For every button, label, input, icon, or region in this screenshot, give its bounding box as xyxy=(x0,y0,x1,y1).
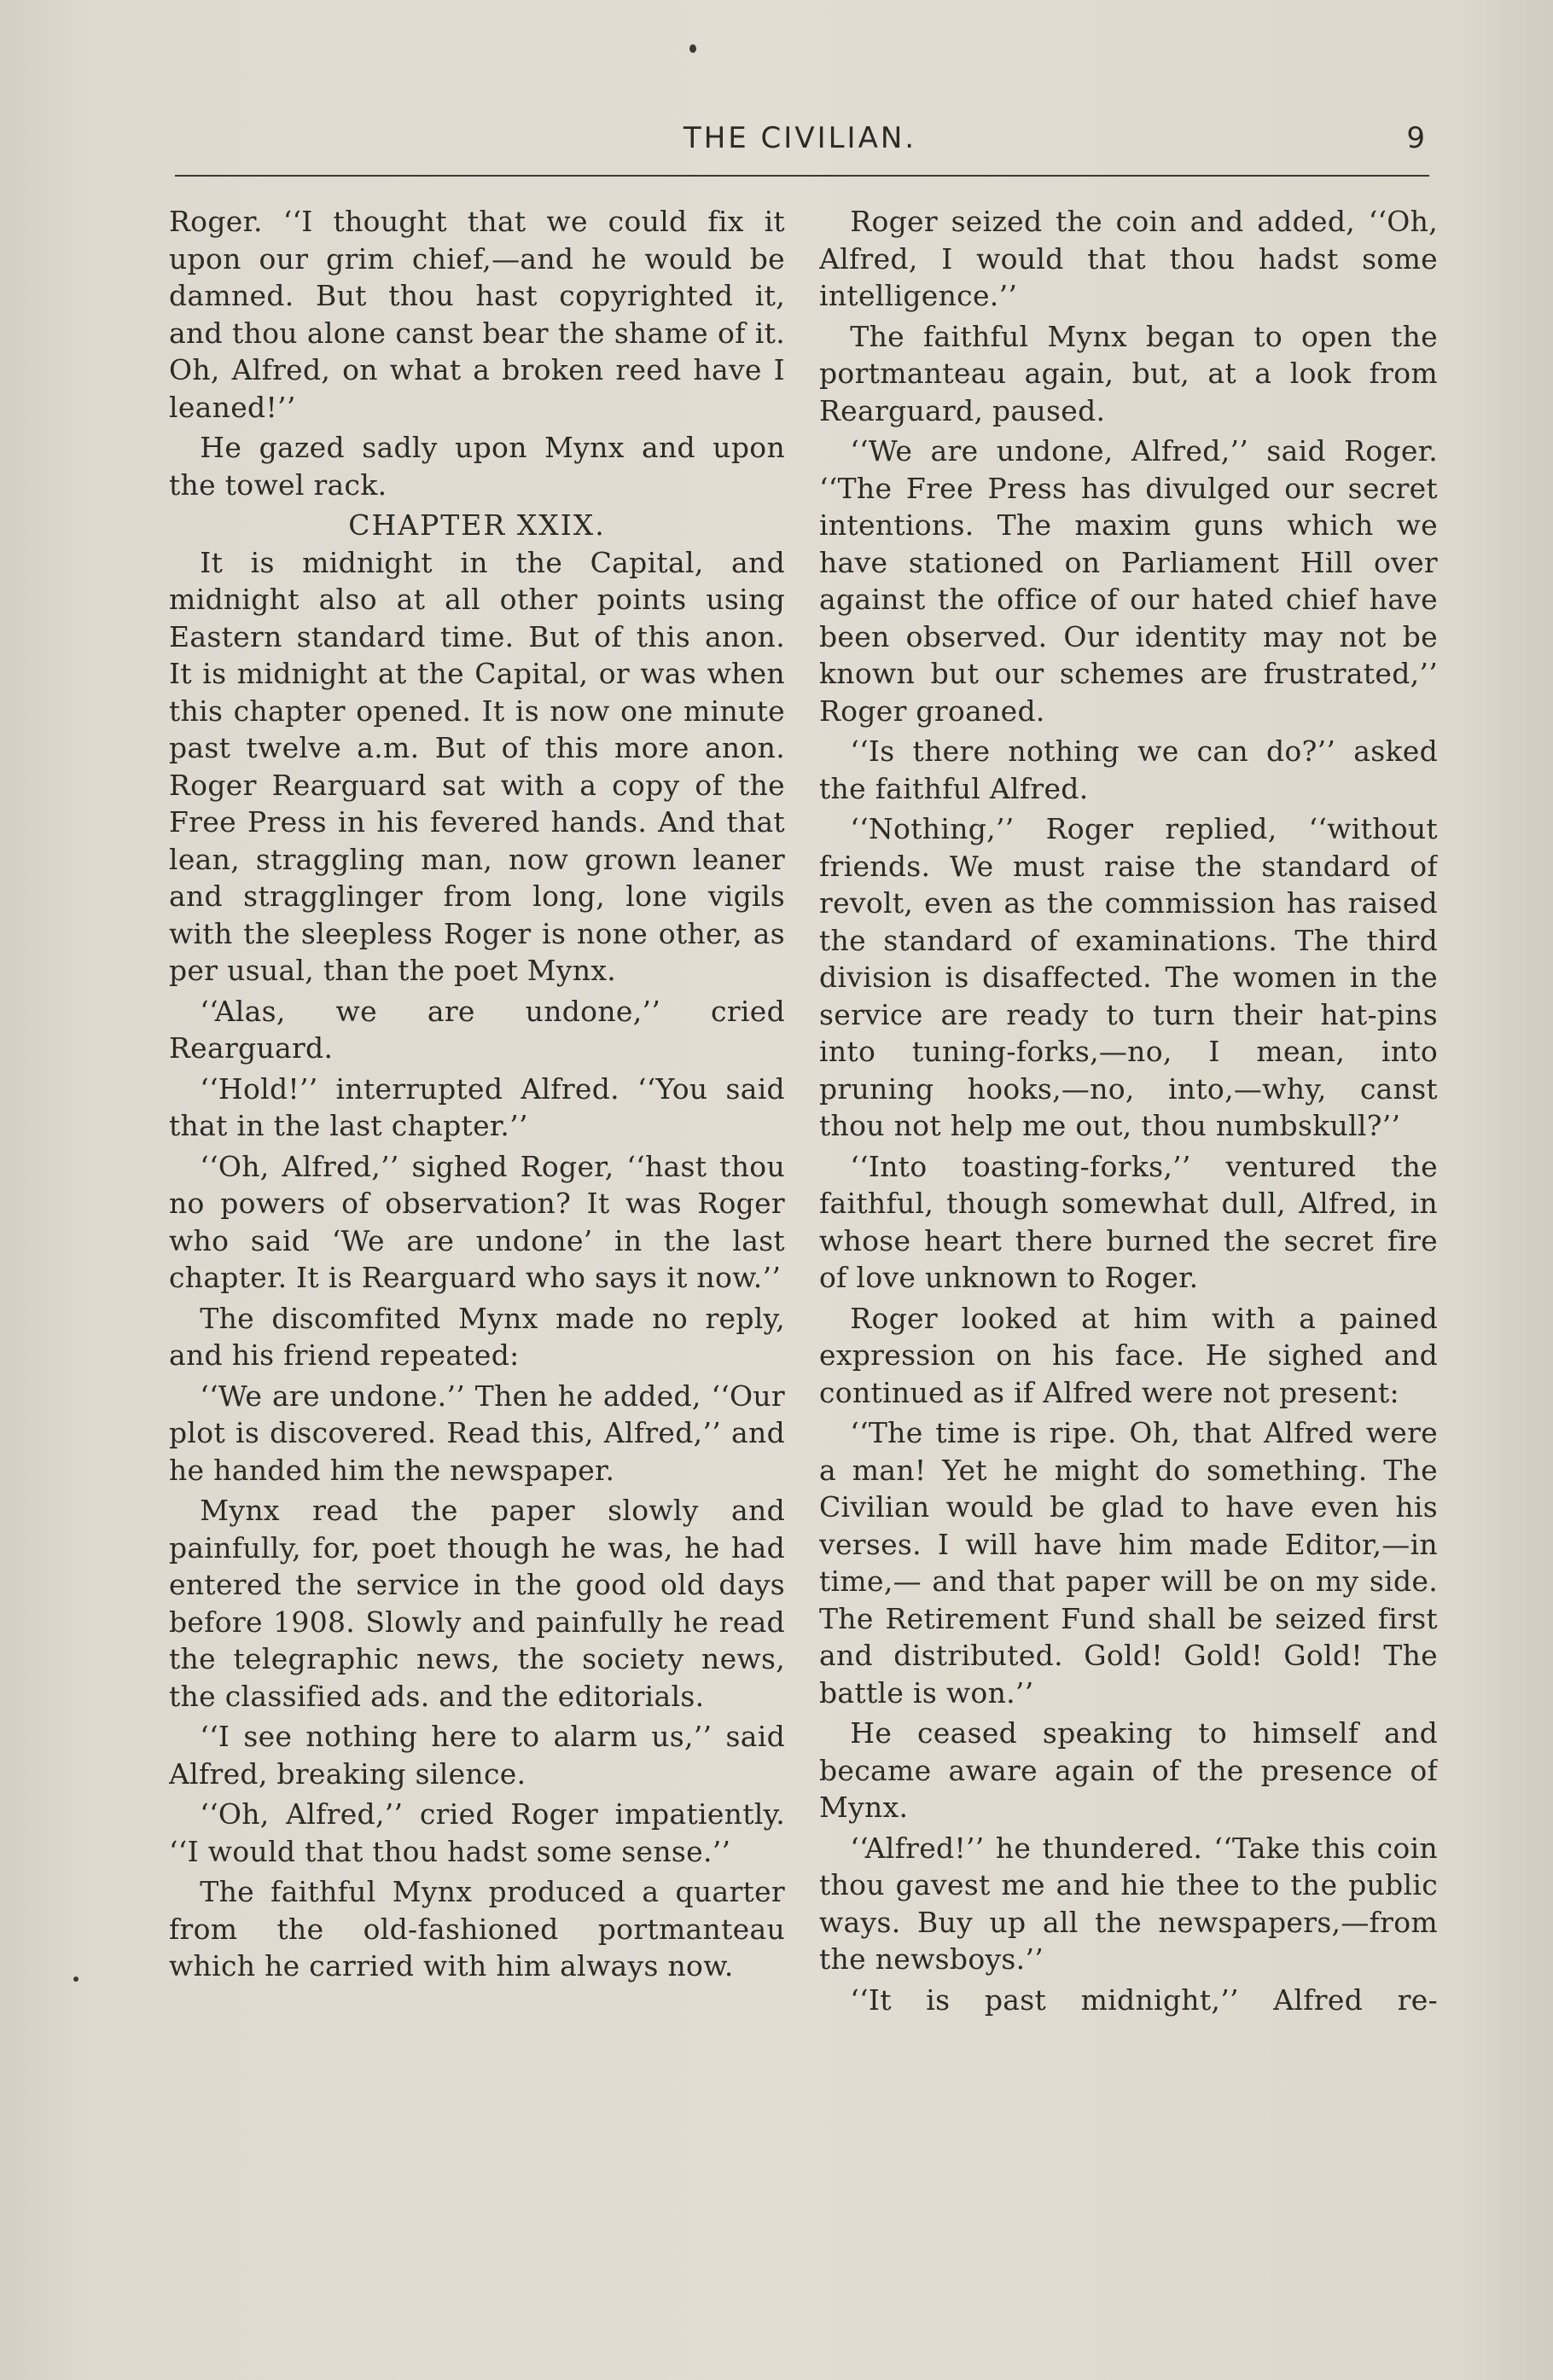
paragraph: ‘‘I see nothing here to alarm us,’’ said Alfred, breaking silence. xyxy=(169,1720,785,1791)
paragraph: ‘‘Hold!’’ interrupted Alfred. ‘‘You said that in the last chapter.’’ xyxy=(169,1071,785,1142)
paragraph: ‘‘Nothing,’’ Roger replied, ‘‘without friends. We must raise the standard of revolt, even as the commission has raised the standard of examinations. The third division is disaffected. The women in the service are ready to turn their hat-pins into tuning-forks,—no, I mean, into pruning hooks,—no, into,—why, canst thou not help me out, thou numbskull?’’ xyxy=(819,812,1438,1142)
paragraph: He ceased speaking to himself and became aware again of the presence of Mynx. xyxy=(819,1716,1438,1824)
right-column xyxy=(819,203,1438,2208)
header-rule xyxy=(175,175,1429,177)
paragraph: It is midnight in the Capital, and midnight also at all other points using Eastern standard time. But of this anon. It is midnight at the Capital, or was when this chapter opened. It is now one minute past twelve a.m. But of this more anon. Roger Rearguard sat with a copy of the Free Press in his fevered hands. And that lean, straggling man, now grown leaner and stragglinger from long, lone vigils with the sleepless Roger is none other, as per usual, than the poet Mynx. xyxy=(169,545,785,987)
paragraph: ‘‘We are undone.’’ Then he added, ‘‘Our plot is discovered. Read this, Alfred,’’ and he handed him the newspaper. xyxy=(169,1379,785,1487)
ink-speck xyxy=(689,44,696,53)
ink-speck xyxy=(73,1977,79,1982)
page-number: 9 xyxy=(1406,121,1425,155)
paragraph: Roger seized the coin and added, ‘‘Oh, Alfred, I would that thou hadst some intelligence.’’ xyxy=(819,205,1438,312)
paragraph: He gazed sadly upon Mynx and upon the towel rack. xyxy=(169,431,785,502)
paragraph: ‘‘Is there nothing we can do?’’ asked the faithful Alfred. xyxy=(819,734,1438,805)
paragraph: The faithful Mynx began to open the portmanteau again, but, at a look from Rearguard, paused. xyxy=(819,319,1438,427)
paragraph: ‘‘Into toasting-forks,’’ ventured the faithful, though somewhat dull, Alfred, in whose heart there burned the secret fire of love unknown to Roger. xyxy=(819,1149,1438,1294)
paragraph: ‘‘The time is ripe. Oh, that Alfred were a man! Yet he might do something. The Civilian would be glad to have even his verses. I will have him made Editor,—in time,— and that paper will be on my side. The Retirement Fund shall be seized first and distributed. Gold! Gold! Gold! The battle is won.’’ xyxy=(819,1416,1438,1710)
paragraph: ‘‘Alas, we are undone,’’ cried Rearguard. xyxy=(169,994,785,1065)
publication-title: THE CIVILIAN. xyxy=(683,121,917,155)
paragraph: The faithful Mynx produced a quarter from the old-fashioned portmanteau which he carried with him always now. xyxy=(169,1875,785,1982)
paragraph: ‘‘It is past midnight,’’ Alfred re- xyxy=(850,1982,1438,2017)
paragraph: ‘‘Oh, Alfred,’’ sighed Roger, ‘‘hast thou no powers of observation? It was Roger who said ‘We are undone’ in the last chapter. It is Rearguard who says it now.’’ xyxy=(169,1149,785,1294)
paragraph: The discomfited Mynx made no reply, and his friend repeated: xyxy=(169,1301,785,1372)
page-header xyxy=(175,119,1425,171)
paragraph: ‘‘Oh, Alfred,’’ cried Roger impatiently. ‘‘I would that thou hadst some sense.’’ xyxy=(169,1797,785,1868)
paragraph: Roger looked at him with a pained expression on his face. He sighed and continued as if Alfred were not present: xyxy=(819,1301,1438,1409)
chapter-heading: CHAPTER XXIX. xyxy=(348,508,606,542)
paragraph: Roger. ‘‘I thought that we could fix it upon our grim chief,—and he would be damned. But thou hast copyrighted it, and thou alone canst bear the shame of it. Oh, Alfred, on what a broken reed have I leaned!’’ xyxy=(169,205,785,424)
paragraph: Mynx read the paper slowly and painfully, for, poet though he was, he had entered the service in the good old days before 1908. Slowly and painfully he read the telegraphic news, the society news, the classified ads. and the editorials. xyxy=(169,1494,785,1713)
left-column xyxy=(169,203,785,2208)
paragraph: ‘‘Alfred!’’ he thundered. ‘‘Take this coin thou gavest me and hie thee to the public ways. Buy up all the newspapers,—from the newsboys.’’ xyxy=(819,1831,1438,1976)
paragraph: ‘‘We are undone, Alfred,’’ said Roger. ‘‘The Free Press has divulged our secret intentions. The maxim guns which we have stationed on Parliament Hill over against the office of our hated chief have been observed. Our identity may not be known but our schemes are frustrated,’’ Roger groaned. xyxy=(819,434,1438,728)
